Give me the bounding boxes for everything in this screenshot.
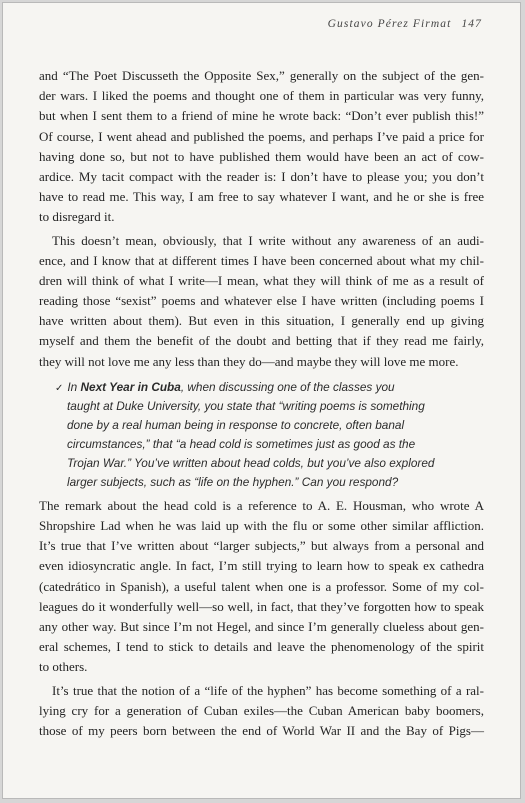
text-line: der wars. I liked the poems and thought one of them in particular was very funny,: [39, 88, 484, 104]
text-line: dren will think of what I write—I mean, what they will think of me as a result of: [39, 272, 484, 288]
text-line: (catedrático in Spanish), a useful talent when one is a professor. Some of my col-: [39, 578, 484, 594]
question-line: circumstances,” that “a head cold is sometimes just as good as the: [67, 436, 416, 451]
text-line: It’s true that I’ve written about “larger subjects,” but always from a personal and: [39, 538, 484, 554]
text-line: myself and them the benefit of the doubt and betting that if they read me fairly,: [39, 333, 484, 349]
text-line: having done so, but not to have published them would have been an act of cow-: [39, 148, 484, 164]
text-line: any other way. But since I’m not Hegel, and since I’m generally clueless about gen-: [39, 618, 484, 634]
text-line: but when I sent them to a friend of mine he wrote back: “Don’t ever publish this!”: [39, 108, 484, 124]
text-line: eral schemes, I tend to stick to details and leave the phenomenology of the spirit: [39, 639, 484, 655]
text-line: The remark about the head cold is a reference to A. E. Housman, who wrote A: [39, 497, 484, 513]
paragraph-3: [39, 496, 484, 678]
checkmark-bullet-icon: ✓: [55, 382, 64, 394]
text-line: have written about them). But even in this situation, I generally end up giving: [39, 313, 484, 329]
paragraph-2: [39, 231, 484, 372]
body-text: [39, 66, 484, 741]
book-title: Next Year in Cuba: [80, 379, 181, 394]
question-line: larger subjects, such as “life on the hyphen.” Can you respond?: [67, 474, 399, 489]
text-line: they will not love me any less than they do—and maybe they will love me more.: [39, 353, 459, 369]
text-line: reading those “sexist” poems and whatever else I have written (including poems I: [39, 293, 484, 309]
question-line: taught at Duke University, you state that “writing poems is something: [67, 398, 425, 413]
question-line: done by a real human being in response to concrete, often banal: [67, 417, 405, 432]
text-line: It’s true that the notion of a “life of the hyphen” has become something of a ral-: [52, 682, 484, 698]
text-line: This doesn’t mean, obviously, that I write without any awareness of an audi-: [52, 232, 484, 248]
page-number: 147: [461, 18, 482, 30]
book-page: [2, 2, 521, 799]
running-head-author: Gustavo Pérez Firmat: [327, 18, 452, 30]
text-line: have to read me. This way, I am free to say whatever I want, and he or she is free: [39, 189, 484, 205]
running-head: [328, 18, 482, 30]
question-line: ✓ In Next Year in Cuba, when discussing one of the classes you: [55, 379, 395, 394]
text-line: to disregard it.: [39, 209, 115, 225]
text-line: lying cry for a generation of Cuban exiles—the Cuban American baby boomers,: [39, 702, 484, 718]
paragraph-4: [39, 681, 484, 742]
text-line: leagues do it wonderfully well—so well, in fact, that they’ve forgotten how to speak: [39, 598, 484, 614]
text-line: Shropshire Lad when he was laid up with the flu or some other similar affliction.: [39, 518, 484, 533]
text-line: ence, and I know that at different times I have been concerned about what my chil-: [39, 252, 484, 268]
interview-question: [39, 378, 484, 492]
text-line: those of my peers born between the end of World War II and the Bay of Pigs—: [39, 722, 484, 738]
text-line: ardice. My tacit compact with the reader is: I don’t have to please you; you don’t: [39, 168, 484, 184]
text-line: even idiosyncratic angle. In fact, I’m still trying to learn how to speak ex cathedra: [39, 558, 484, 574]
paragraph-1: [39, 66, 484, 228]
question-line: Trojan War.” You’ve written about head colds, but you’ve also explored: [67, 455, 435, 470]
text-line: and “The Poet Discusseth the Opposite Sex,” generally on the subject of the gen-: [39, 68, 484, 83]
text-line: Of course, I went ahead and published the poems, and perhaps I’ve paid a price for: [39, 128, 484, 144]
text-line: to others.: [39, 659, 88, 675]
